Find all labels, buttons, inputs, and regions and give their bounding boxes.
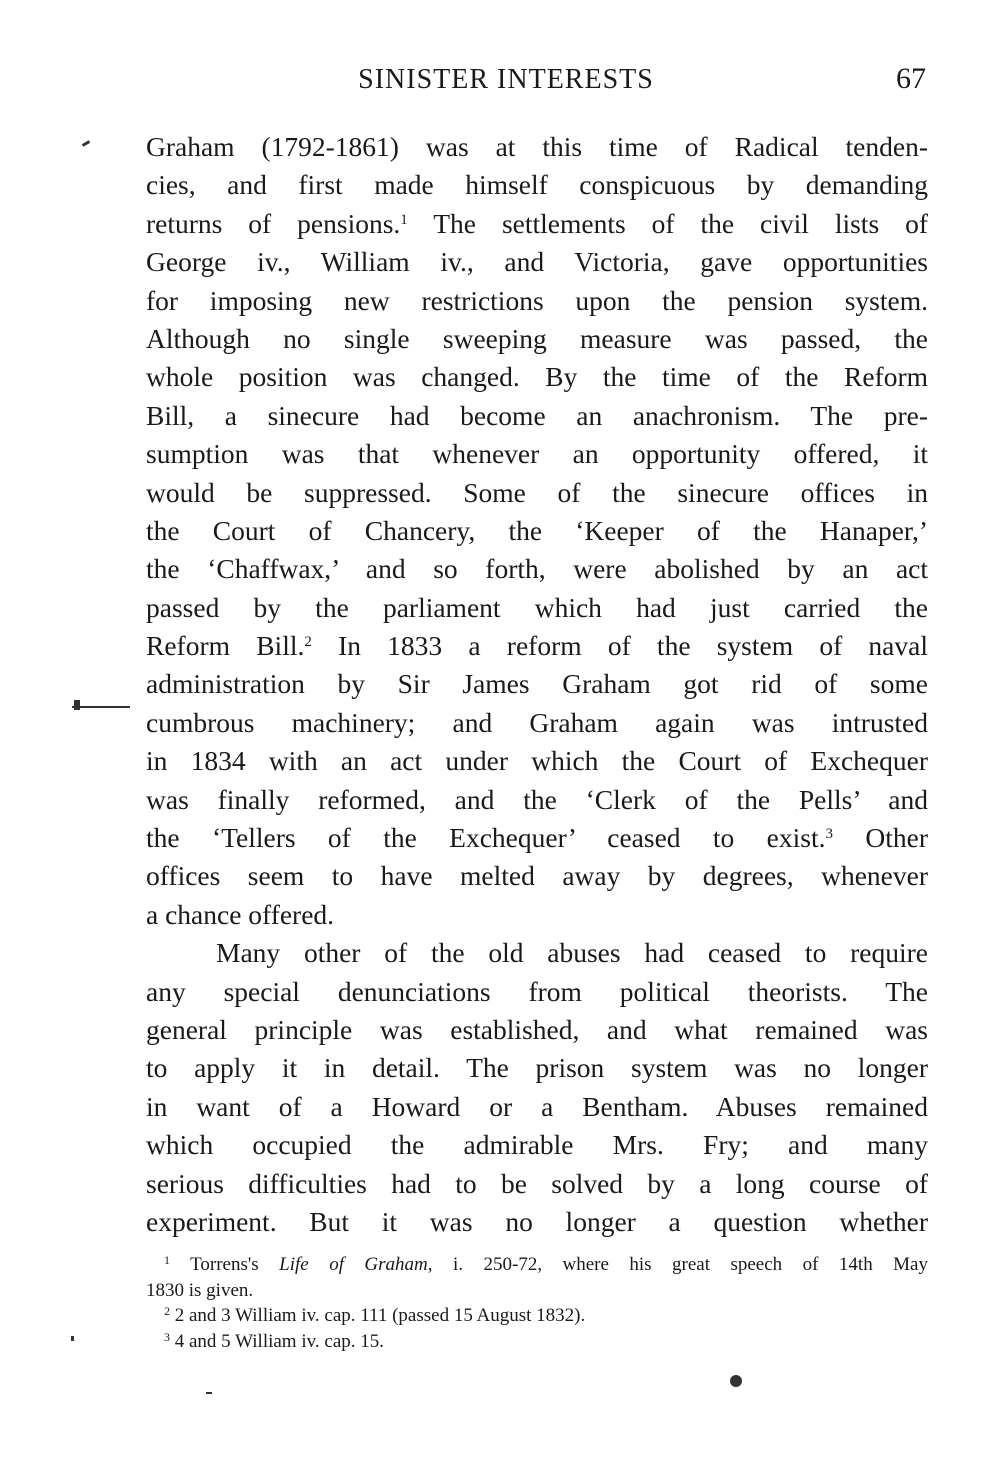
note-ref-1: 1 (400, 211, 408, 228)
text-line: sumption was that whenever an opportunity offered, it (146, 438, 928, 470)
text-line: which occupied the admirable Mrs. Fry; and many (146, 1129, 928, 1161)
text-line: cies, and first made himself conspicuous by demanding (146, 169, 928, 201)
text-line: George iv., William iv., and Victoria, gave opportunities (146, 246, 928, 278)
note-ref-3: 3 (825, 826, 833, 843)
print-speck (730, 1375, 742, 1387)
note-ref-2: 2 (304, 634, 312, 651)
text-line: a chance offered. (146, 898, 335, 930)
margin-mark (72, 706, 130, 708)
text-line: in 1834 with an act under which the Court of Exchequer (146, 745, 928, 777)
text-line: Bill, a sinecure had become an anachronism. The pre- (146, 399, 928, 431)
text-line: Many other of the old abuses had ceased to require (216, 937, 928, 969)
text-line: the ‘Chaffwax,’ and so forth, were abolished by an act (146, 553, 928, 585)
print-speck (71, 1336, 74, 1341)
print-speck (74, 700, 80, 710)
text-line: would be suppressed. Some of the sinecure offices in (146, 476, 928, 508)
text-line: the ‘Tellers of the Exchequer’ ceased to exist.$^3$ Other (146, 822, 928, 854)
text-line: to apply it in detail. The prison system was no longer (146, 1052, 928, 1084)
footnote-1: $^1$ Torrens's Life of Graham, i. 250-72, where his great speech of 14th May (164, 1253, 928, 1275)
text-line: whole position was changed. By the time of the Reform (146, 361, 928, 393)
text-line: returns of pensions.$^1$ The settlements of the civil lists of (146, 207, 929, 239)
footnotes (146, 1252, 928, 1354)
text-line: for imposing new restrictions upon the pension system. (146, 284, 928, 316)
text-line: experiment. But it was no longer a question whether (146, 1205, 928, 1237)
footnote-1-cont: 1830 is given. (146, 1279, 254, 1301)
text-line: general principle was established, and what remained was (146, 1013, 928, 1045)
running-title: SINISTER INTERESTS (358, 64, 654, 95)
text-line: was finally reformed, and the ‘Clerk of the Pells’ and (146, 783, 928, 815)
text-line: passed by the parliament which had just carried the (146, 591, 928, 623)
footnote-2: $^2$ 2 and 3 William iv. cap. 111 (passed 15 August 1832). (164, 1304, 586, 1326)
text-line: any special denunciations from political theorists. The (146, 975, 928, 1007)
text-line: Reform Bill.$^2$ In 1833 a reform of the system of naval (146, 630, 928, 662)
print-speck (82, 140, 90, 147)
running-head (146, 62, 926, 102)
text-line: cumbrous machinery; and Graham again was intrusted (146, 706, 928, 738)
footnote-3: $^3$ 4 and 5 William iv. cap. 15. (164, 1329, 385, 1352)
body-text (146, 128, 928, 1241)
page-number: 67 (896, 62, 926, 95)
text-line: Graham (1792-1861) was at this time of Radical tenden- (146, 131, 928, 162)
text-line: offices seem to have melted away by degrees, whenever (146, 860, 928, 892)
print-speck (206, 1392, 212, 1394)
text-line: the Court of Chancery, the ‘Keeper of the Hanaper,’ (146, 514, 928, 546)
text-line: in want of a Howard or a Bentham. Abuses remained (146, 1090, 928, 1122)
text-line: Although no single sweeping measure was passed, the (146, 322, 928, 354)
text-line: serious difficulties had to be solved by a long course of (146, 1167, 928, 1199)
text-line: administration by Sir James Graham got rid of some (146, 668, 928, 700)
